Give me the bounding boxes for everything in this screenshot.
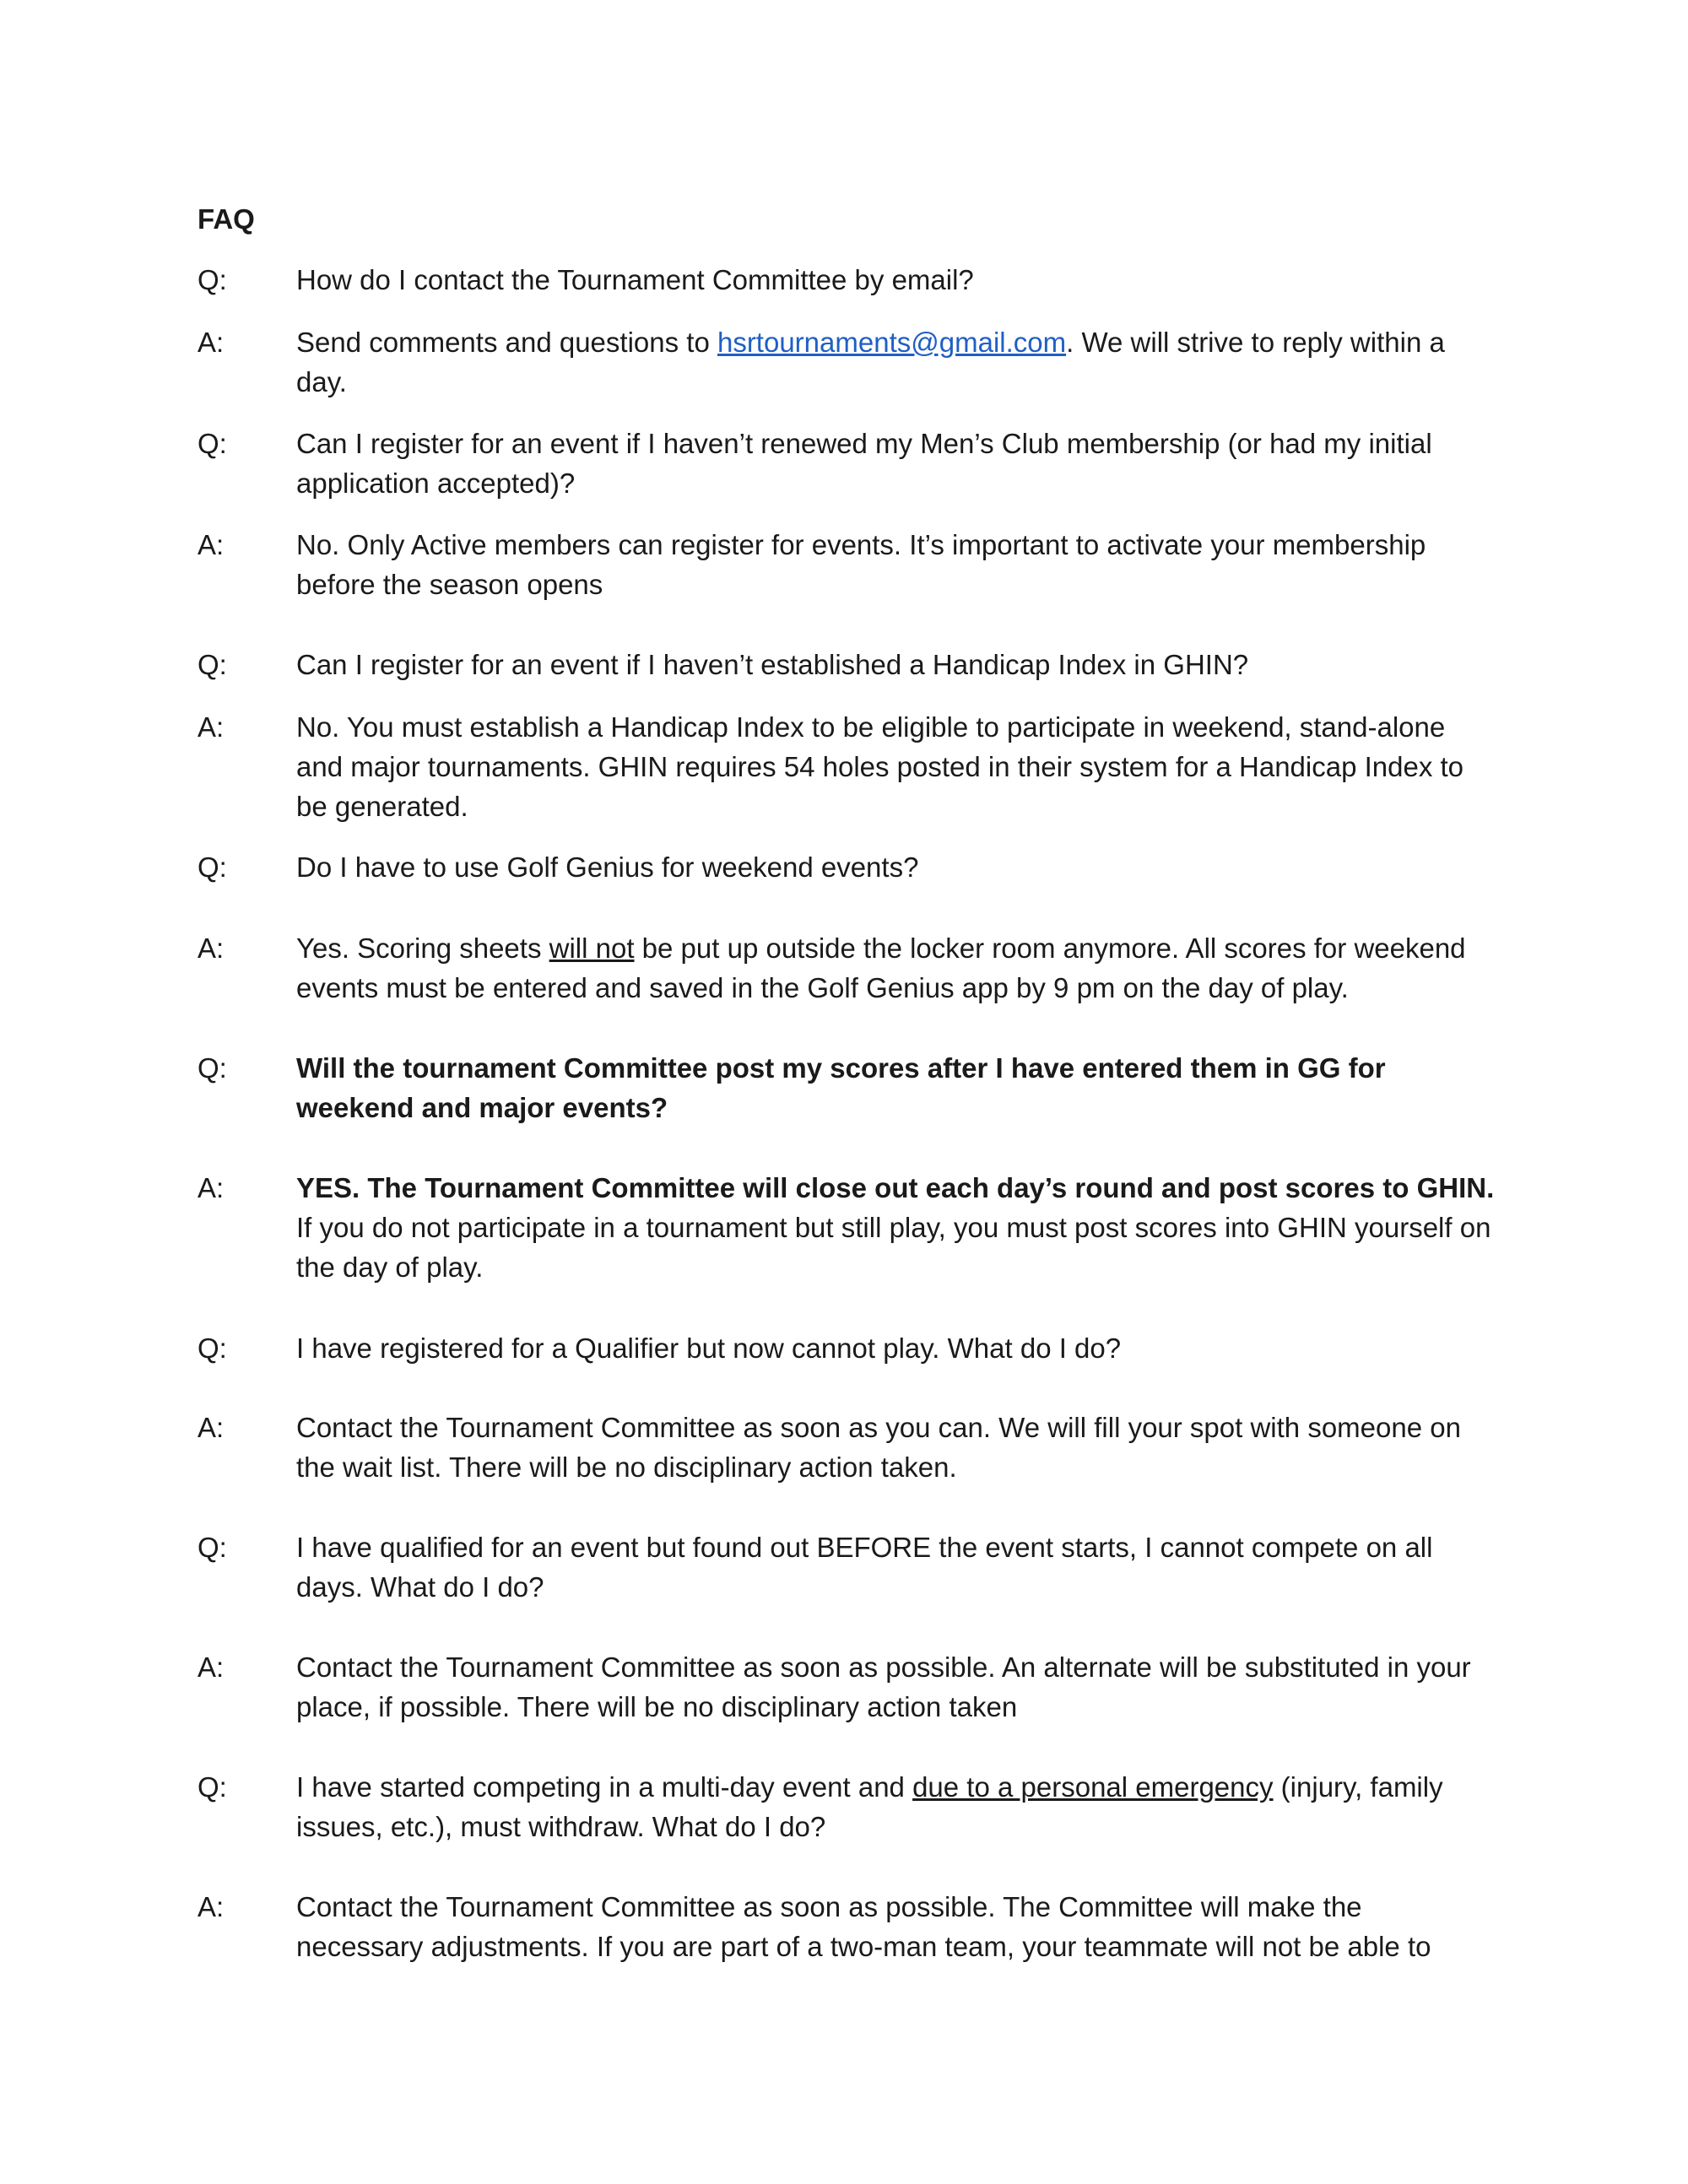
question-label: Q: xyxy=(197,649,227,680)
question-text: Do I have to use Golf Genius for weekend events? xyxy=(296,851,919,883)
answer-text xyxy=(296,928,1495,1008)
faq-heading: FAQ xyxy=(197,203,255,235)
answer-label: A: xyxy=(197,1891,225,1922)
question-label: Q: xyxy=(197,1333,227,1364)
answer-text xyxy=(296,1168,1495,1287)
answer-label: A: xyxy=(197,529,225,560)
answer-text-post: . We will strive to reply within a day. xyxy=(296,327,1445,397)
question-text-post: (injury, family issues, etc.), must withdraw. What do I do? xyxy=(296,1771,1443,1842)
answer-label: A: xyxy=(197,1172,225,1203)
underlined-emphasis: due to a personal emergency xyxy=(912,1771,1274,1803)
question-text: Can I register for an event if I haven’t renewed my Men’s Club membership (or had my initial application accepted)? xyxy=(296,428,1432,499)
answer-text: No. You must establish a Handicap Index to be eligible to participate in weekend, stand-alone and major tournaments. GHIN requires 54 holes posted in their system for a Handicap Index to be generated. xyxy=(296,711,1464,822)
question-label: Q: xyxy=(197,1532,227,1563)
answer-label: A: xyxy=(197,1652,225,1683)
answer-text: Contact the Tournament Committee as soon as possible. The Committee will make the necessary adjustments. If you are part of a two-man team, your teammate will not be able to xyxy=(296,1891,1431,1962)
question-text xyxy=(296,1767,1495,1846)
answer-text xyxy=(296,322,1495,402)
answer-text-post: be put up outside the locker room anymore. All scores for weekend events must be entered and saved in the Golf Genius app by 9 pm on the day of play. xyxy=(296,933,1466,1003)
question-label: Q: xyxy=(197,264,227,295)
question-text: Will the tournament Committee post my scores after I have entered them in GG for weekend and major events? xyxy=(296,1052,1386,1123)
answer-bold-text: YES. The Tournament Committee will close out each day’s round and post scores to GHIN. xyxy=(296,1172,1495,1203)
question-label: Q: xyxy=(197,1771,227,1803)
answer-text-pre: Send comments and questions to xyxy=(296,327,717,358)
email-link[interactable]: hsrtournaments@gmail.com xyxy=(717,327,1067,358)
question-text: I have registered for a Qualifier but now cannot play. What do I do? xyxy=(296,1333,1122,1364)
question-text-pre: I have started competing in a multi-day event and xyxy=(296,1771,913,1803)
question-text: Can I register for an event if I haven’t established a Handicap Index in GHIN? xyxy=(296,649,1249,680)
answer-label: A: xyxy=(197,1412,225,1443)
underlined-emphasis: will not xyxy=(549,933,635,964)
question-label: Q: xyxy=(197,1052,227,1084)
answer-label: A: xyxy=(197,711,225,743)
answer-label: A: xyxy=(197,933,225,964)
answer-label: A: xyxy=(197,327,225,358)
answer-text-post: If you do not participate in a tournament but still play, you must post scores into GHIN yourself on the day of play. xyxy=(296,1212,1491,1283)
answer-text: No. Only Active members can register for events. It’s important to activate your membership before the season opens xyxy=(296,529,1426,600)
question-text: How do I contact the Tournament Committee by email? xyxy=(296,264,974,295)
question-label: Q: xyxy=(197,428,227,459)
answer-text-pre: Yes. Scoring sheets xyxy=(296,933,549,964)
answer-text: Contact the Tournament Committee as soon as you can. We will fill your spot with someone on the wait list. There will be no disciplinary action taken. xyxy=(296,1412,1461,1483)
question-text: I have qualified for an event but found out BEFORE the event starts, I cannot compete on all days. What do I do? xyxy=(296,1532,1433,1603)
answer-text: Contact the Tournament Committee as soon as possible. An alternate will be substituted in your place, if possible. There will be no disciplinary action taken xyxy=(296,1652,1471,1722)
question-label: Q: xyxy=(197,851,227,883)
